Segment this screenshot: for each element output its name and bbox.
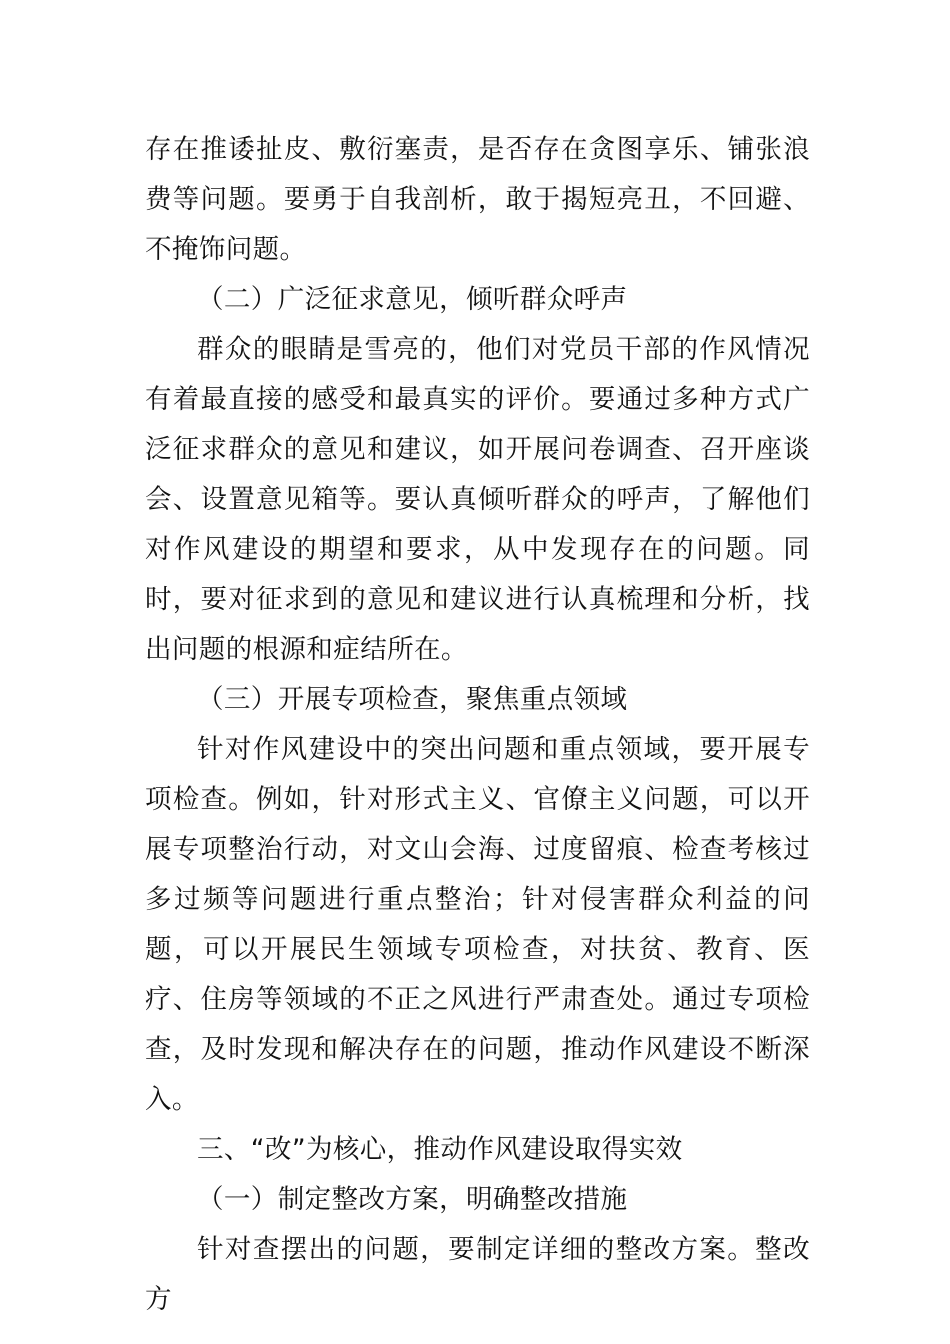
section-heading-1: （一）制定整改方案，明确整改措施 <box>197 1184 628 1215</box>
chapter-heading-three: 三、“改”为核心，推动作风建设取得实效 <box>197 1134 683 1165</box>
paragraph-special-inspection: 针对作风建设中的突出问题和重点领域，要开展专项检查。例如，针对形式主义、官僚主义问题，可以开展专项整治行动，对文山会海、过度留痕、检查考核过多过频等问题进行重点整治；针对侵害群众利益的问题，可以开展民生领域专项检查，对扶贫、教育、医疗、住房等领域的不正之风进行严肃查处。通过专项检查，及时发现和解决存在的问题，推动作风建设不断深入。 <box>145 734 810 1115</box>
section-heading-2: （二）广泛征求意见，倾听群众呼声 <box>197 284 628 315</box>
paragraph-rectification-plan: 针对查摆出的问题，要制定详细的整改方案。整改方 <box>145 1234 810 1315</box>
paragraph-continuation: 存在推诿扯皮、敷衍塞责，是否存在贪图享乐、铺张浪费等问题。要勇于自我剖析，敢于揭短亮丑，不回避、不掩饰问题。 <box>145 134 810 265</box>
document-body <box>145 125 810 1325</box>
section-heading-3: （三）开展专项检查，聚焦重点领域 <box>197 684 628 715</box>
paragraph-listen-to-masses: 群众的眼睛是雪亮的，他们对党员干部的作风情况有着最直接的感受和最真实的评价。要通过多种方式广泛征求群众的意见和建议，如开展问卷调查、召开座谈会、设置意见箱等。要认真倾听群众的呼声，了解他们对作风建设的期望和要求，从中发现存在的问题。同时，要对征求到的意见和建议进行认真梳理和分析，找出问题的根源和症结所在。 <box>145 334 810 665</box>
